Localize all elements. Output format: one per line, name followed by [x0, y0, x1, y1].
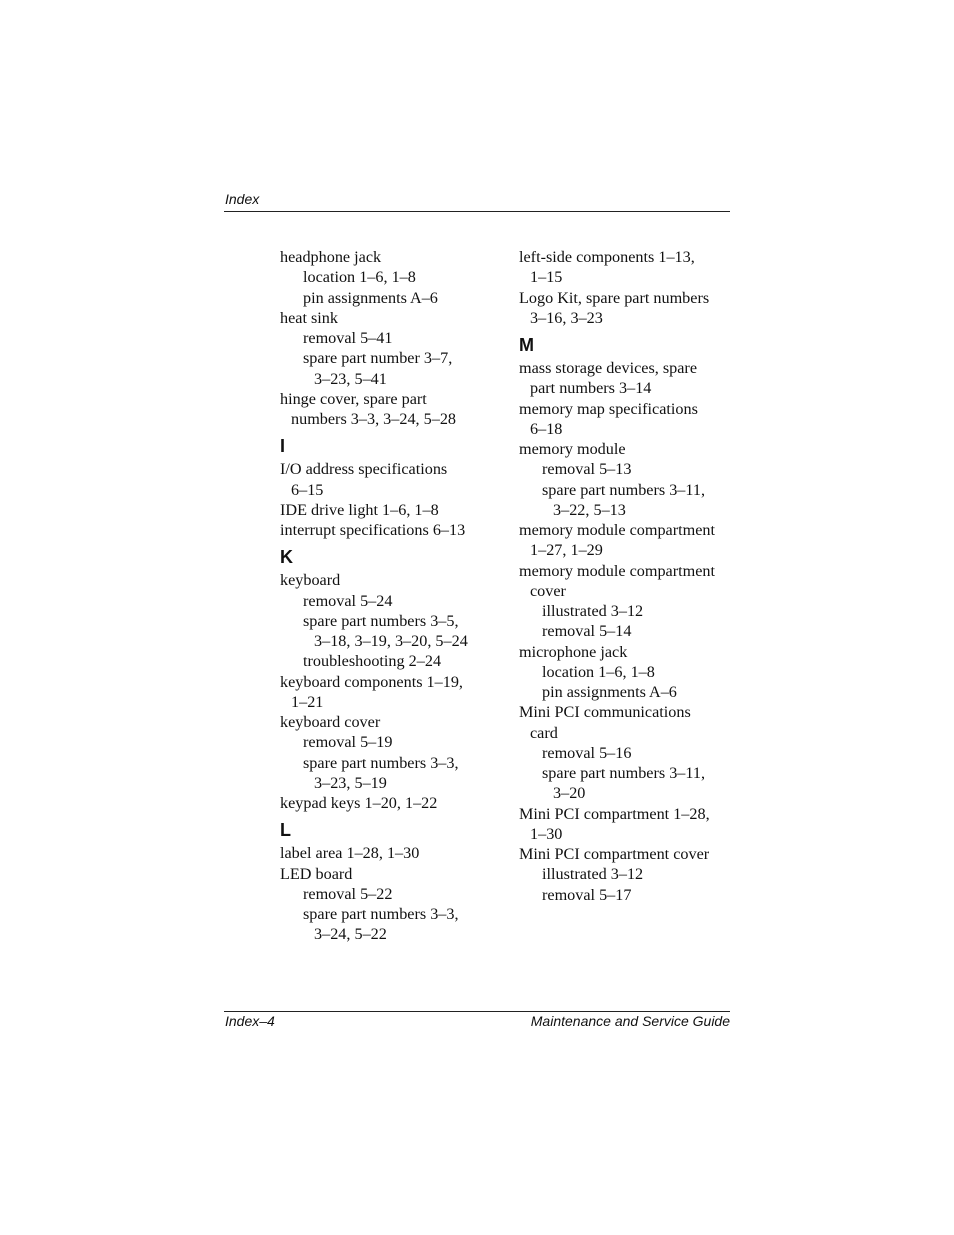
index-entry: memory module compartment [519, 521, 715, 539]
index-subentry: removal 5–16 [542, 743, 632, 762]
page-number: Index–4 [225, 1013, 275, 1029]
index-subentry: spare part numbers 3–5, [303, 611, 459, 630]
index-entry: 3–16, 3–23 [530, 308, 603, 327]
index-entry: card [530, 723, 558, 742]
index-entry: keyboard [280, 571, 341, 590]
running-header: Index [225, 191, 260, 207]
index-subentry: removal 5–22 [303, 884, 393, 903]
index-entry: IDE drive light 1–6, 1–8 [280, 500, 439, 519]
index-subentry: removal 5–19 [303, 733, 393, 752]
index-entry: LED board [280, 864, 353, 883]
index-entry: hinge cover, spare part [280, 389, 427, 408]
index-subentry: troubleshooting 2–24 [303, 652, 442, 671]
index-entry: keypad keys 1–20, 1–22 [280, 794, 438, 812]
index-letter-heading: I [280, 436, 286, 457]
index-subentry: pin assignments A–6 [542, 683, 677, 701]
footer-rule [224, 1011, 730, 1012]
index-entry: interrupt specifications 6–13 [280, 521, 466, 539]
index-subentry: 3–23, 5–41 [314, 369, 387, 388]
index-entry: label area 1–28, 1–30 [280, 844, 420, 863]
index-subentry: location 1–6, 1–8 [542, 662, 655, 681]
index-letter-heading: L [280, 820, 291, 841]
index-subentry: location 1–6, 1–8 [303, 268, 416, 287]
index-subentry: spare part numbers 3–11, [542, 480, 706, 499]
index-entry: numbers 3–3, 3–24, 5–28 [291, 410, 457, 428]
index-subentry: spare part numbers 3–3, [303, 753, 459, 772]
index-entry: mass storage devices, spare [519, 359, 697, 377]
index-entry: part numbers 3–14 [530, 379, 652, 398]
index-subentry: spare part number 3–7, [303, 349, 453, 368]
guide-title: Maintenance and Service Guide [530, 1013, 730, 1029]
index-subentry: spare part numbers 3–11, [542, 764, 706, 782]
index-subentry: spare part numbers 3–3, [303, 905, 459, 923]
index-entry: 6–18 [530, 419, 563, 438]
index-entry: cover [530, 581, 566, 600]
header-rule [224, 211, 730, 212]
index-entry: heat sink [280, 308, 338, 327]
index-subentry: 3–20 [553, 784, 586, 803]
index-subentry: removal 5–14 [542, 622, 632, 641]
index-entry: left-side components 1–13, [519, 248, 695, 266]
index-entry: 1–27, 1–29 [530, 541, 603, 560]
index-entry: memory module compartment [519, 561, 715, 580]
index-entry: 1–30 [530, 824, 563, 843]
index-subentry: illustrated 3–12 [542, 865, 644, 884]
index-entry: 6–15 [291, 480, 324, 499]
index-subentry: removal 5–17 [542, 885, 632, 904]
index-entry: Logo Kit, spare part numbers [519, 288, 710, 307]
index-entry: I/O address specifications [280, 460, 448, 479]
index-entry: Mini PCI communications [519, 703, 691, 722]
index-column-left [280, 247, 512, 945]
index-subentry: illustrated 3–12 [542, 602, 644, 620]
index-column-right [519, 247, 751, 905]
index-subentry: removal 5–24 [303, 591, 393, 610]
index-entry: microphone jack [519, 642, 628, 661]
index-letter-heading: M [519, 335, 534, 355]
index-entry: Mini PCI compartment 1–28, [519, 804, 710, 823]
index-entry: keyboard cover [280, 713, 381, 731]
index-letter-heading: K [280, 547, 293, 568]
index-subentry: 3–18, 3–19, 3–20, 5–24 [314, 632, 468, 650]
index-entry: headphone jack [280, 248, 382, 266]
index-subentry: 3–24, 5–22 [314, 925, 387, 944]
index-subentry: 3–23, 5–19 [314, 773, 387, 792]
index-entry: 1–21 [291, 692, 324, 711]
index-subentry: 3–22, 5–13 [553, 500, 626, 519]
index-entry: memory module [519, 440, 626, 458]
index-entry: memory map specifications [519, 399, 698, 418]
index-subentry: removal 5–41 [303, 329, 393, 347]
index-entry: Mini PCI compartment cover [519, 845, 710, 863]
index-subentry: removal 5–13 [542, 460, 632, 479]
index-entry: keyboard components 1–19, [280, 672, 463, 691]
index-entry: 1–15 [530, 268, 563, 287]
index-subentry: pin assignments A–6 [303, 288, 438, 307]
